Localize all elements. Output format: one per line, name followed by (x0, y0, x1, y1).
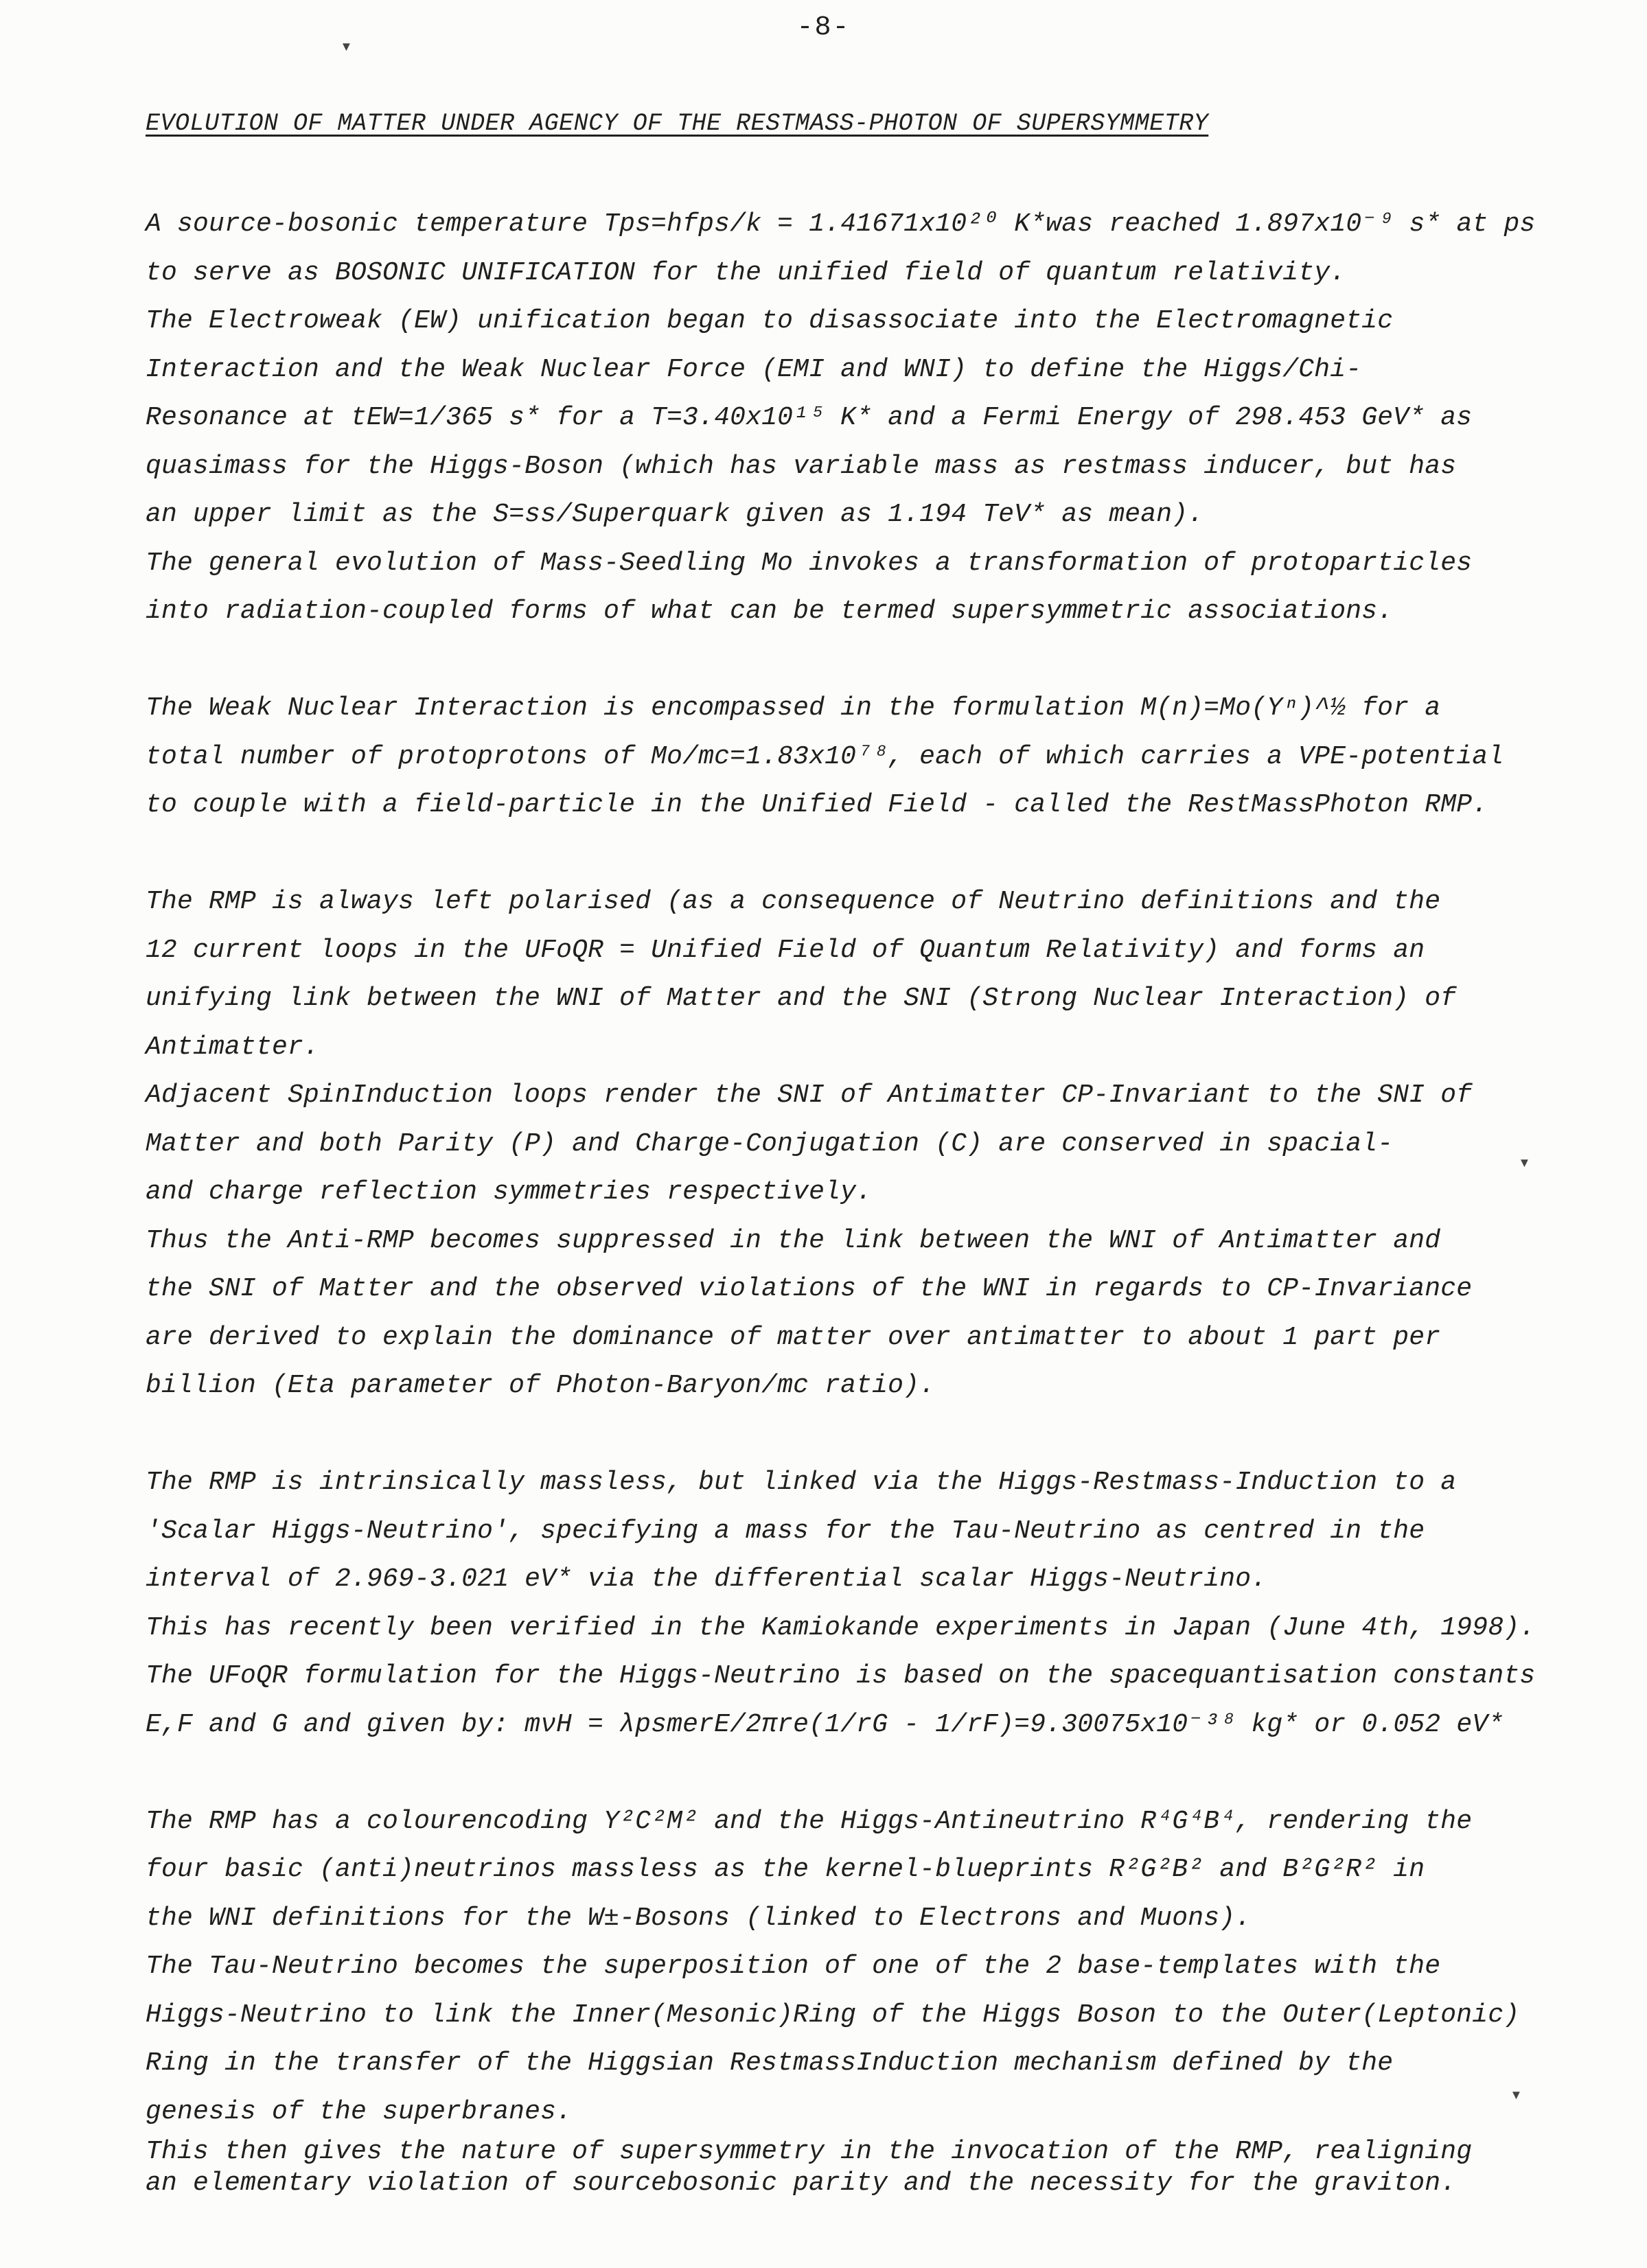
text-line: are derived to explain the dominance of matter over antimatter to about 1 part per (146, 1322, 1441, 1352)
text-line: the SNI of Matter and the observed violations of the WNI in regards to CP-Invariance (146, 1274, 1473, 1304)
text-line: Resonance at tEW=1/365 s* for a T=3.40x10¹⁵ K* and a Fermi Energy of 298.453 GeV* as (146, 403, 1473, 432)
text-line: 12 current loops in the UFoQR = Unified Field of Quantum Relativity) and forms an (146, 935, 1425, 965)
text-line: The general evolution of Mass-Seedling Mo invokes a transformation of protoparticles (146, 548, 1473, 578)
text-line: to serve as BOSONIC UNIFICATION for the unified field of quantum relativity. (146, 257, 1346, 288)
text-line: total number of protoprotons of Mo/mc=1.83x10⁷⁸, each of which carries a VPE-potential (146, 741, 1504, 772)
document-heading: EVOLUTION OF MATTER UNDER AGENCY OF THE RESTMASS-PHOTON OF SUPERSYMMETRY (146, 110, 1209, 137)
text-line: A source-bosonic temperature Tps=hfps/k = 1.41671x10²⁰ K*was reached 1.897x10⁻⁹ s* at ps (146, 209, 1536, 239)
margin-mark: ▾ (341, 37, 352, 58)
text-line: The RMP is intrinsically massless, but linked via the Higgs-Restmass-Induction to a (146, 1468, 1457, 1497)
text-line: four basic (anti)neutrinos massless as the kernel-blueprints R²G²B² and B²G²R² in (146, 1855, 1425, 1884)
text-line: The Tau-Neutrino becomes the superposition of one of the 2 base-templates with the (146, 1952, 1441, 1981)
paragraph-gap (146, 830, 1580, 879)
text-line: billion (Eta parameter of Photon-Baryon/mc ratio). (146, 1371, 936, 1400)
text-line: the WNI definitions for the W±-Bosons (linked to Electrons and Muons). (146, 1903, 1252, 1933)
text-line: This then gives the nature of supersymmetry in the invocation of the RMP, realigning (146, 2137, 1473, 2166)
text-line: and charge reflection symmetries respectively. (146, 1177, 873, 1207)
text-line: an upper limit as the S=ss/Superquark given as 1.194 TeV* as mean). (146, 500, 1204, 529)
paragraph-gap (146, 1411, 1580, 1459)
text-line: E,F and G and given by: mνH = λpsmerE/2πre(1/rG - 1/rF)=9.30075x10⁻³⁸ kg* or 0.052 eV* (146, 1709, 1504, 1739)
body-text (146, 200, 1580, 2199)
text-line: This has recently been verified in the Kamiokande experiments in Japan (June 4th, 1998). (146, 1612, 1536, 1643)
text-line: The UFoQR formulation for the Higgs-Neutrino is based on the spacequantisation constants (146, 1661, 1536, 1691)
margin-mark: ▾ (1519, 1153, 1530, 1174)
text-line: into radiation-coupled forms of what can be termed supersymmetric associations. (146, 597, 1394, 626)
text-line: quasimass for the Higgs-Boson (which has variable mass as restmass inducer, but has (146, 451, 1457, 481)
paragraph-gap (146, 636, 1580, 685)
text-line: The Weak Nuclear Interaction is encompassed in the formulation M(n)=Mo(Yⁿ)^½ for a (146, 693, 1441, 723)
text-line: The Electroweak (EW) unification began to disassociate into the Electromagnetic (146, 306, 1394, 336)
text-line: The RMP has a colourencoding Y²C²M² and the Higgs-Antineutrino R⁴G⁴B⁴, rendering the (146, 1806, 1473, 1836)
text-line: Thus the Anti-RMP becomes suppressed in the link between the WNI of Antimatter and (146, 1225, 1441, 1256)
text-line: Interaction and the Weak Nuclear Force (EMI and WNI) to define the Higgs/Chi- (146, 354, 1362, 384)
text-line: interval of 2.969-3.021 eV* via the differential scalar Higgs-Neutrino. (146, 1564, 1267, 1594)
paragraph-gap (146, 1749, 1580, 1798)
margin-mark: ▾ (1510, 2085, 1522, 2107)
text-line: Matter and both Parity (P) and Charge-Conjugation (C) are conserved in spacial- (146, 1129, 1394, 1159)
page-number: -8- (796, 12, 851, 43)
text-line: Adjacent SpinInduction loops render the SNI of Antimatter CP-Invariant to the SNI of (146, 1080, 1473, 1110)
text-line: Higgs-Neutrino to link the Inner(Mesonic)Ring of the Higgs Boson to the Outer(Leptonic) (146, 2000, 1520, 2030)
text-line: The RMP is always left polarised (as a consequence of Neutrino definitions and the (146, 887, 1441, 916)
text-line: genesis of the superbranes. (146, 2096, 573, 2127)
text-line: 'Scalar Higgs-Neutrino', specifying a mass for the Tau-Neutrino as centred in the (146, 1516, 1425, 1546)
text-line: Antimatter. (146, 1032, 320, 1062)
text-line: an elementary violation of sourcebosonic parity and the necessity for the graviton. (146, 2168, 1457, 2198)
text-line: Ring in the transfer of the Higgsian RestmassInduction mechanism defined by the (146, 2048, 1394, 2078)
text-line: unifying link between the WNI of Matter and the SNI (Strong Nuclear Interaction) of (146, 984, 1457, 1013)
text-line: to couple with a field-particle in the Unified Field - called the RestMassPhoton RMP. (146, 790, 1488, 820)
